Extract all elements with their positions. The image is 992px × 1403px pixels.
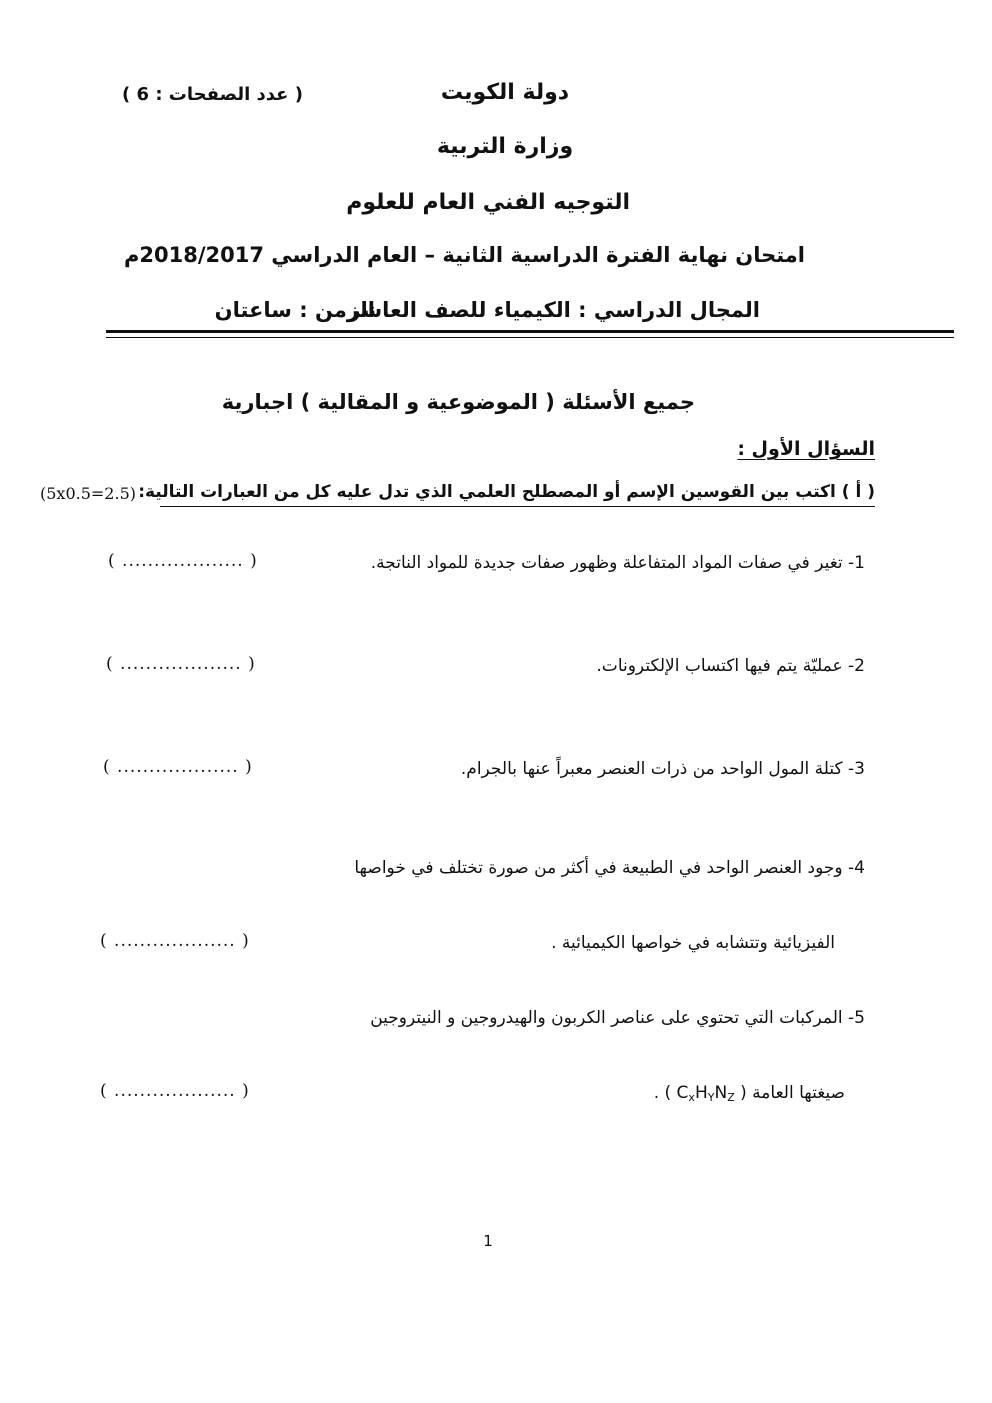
header-divider-thick — [106, 330, 954, 333]
formula-prefix: صيغتها العامة ( — [740, 1083, 845, 1103]
general-formula: $C_xH_YN_Z$ — [676, 1083, 735, 1104]
ministry-title: وزارة التربية — [436, 134, 574, 159]
question-item-4-line2: الفيزيائية وتتشابه في خواصها الكيميائية . — [551, 933, 835, 953]
answer-blank-5[interactable]: ( ................... ) — [100, 1081, 250, 1101]
subject-label: المجال الدراسي : الكيمياء للصف العاشر — [348, 298, 760, 322]
question-item-4-line1: 4- وجود العنصر الواحد في الطبيعة في أكثر من صورة تختلف في خواصها — [354, 858, 865, 878]
formula-suffix: ) . — [653, 1083, 672, 1103]
part-a-score: (5x0.5=2.5) — [40, 484, 136, 503]
answer-blank-3[interactable]: ( ................... ) — [103, 757, 253, 777]
department-title: التوجيه الفني العام للعلوم — [346, 190, 630, 215]
question-item-3: 3- كتلة المول الواحد من ذرات العنصر معبراً عنها بالجرام. — [460, 759, 865, 779]
exam-title: امتحان نهاية الفترة الدراسية الثانية – العام الدراسي 2018/2017م — [124, 243, 805, 267]
answer-blank-1[interactable]: ( ................... ) — [108, 551, 258, 571]
country-title: دولة الكويت — [440, 80, 570, 105]
question-item-2: 2- عمليّة يتم فيها اكتساب الإلكترونات. — [596, 656, 865, 676]
header-divider-thin — [106, 337, 954, 338]
question1-title: السؤال الأول : — [737, 438, 875, 460]
instructions: جميع الأسئلة ( الموضوعية و المقالية ) اجبارية — [221, 390, 695, 414]
page-number: 1 — [483, 1232, 493, 1250]
question-item-5-line1: 5- المركبات التي تحتوي على عناصر الكربون والهيدروجين و النيتروجين — [370, 1008, 865, 1028]
pages-count: ( عدد الصفحات : 6 ) — [122, 84, 303, 105]
question-item-5-line2 — [615, 1083, 845, 1104]
part-a-instruction: ( أ ) اكتب بين القوسين الإسم أو المصطلح العلمي الذي تدل عليه كل من العبارات التالية: — [160, 482, 875, 507]
question-item-1: 1- تغير في صفات المواد المتفاعلة وظهور صفات جديدة للمواد الناتجة. — [370, 553, 865, 573]
answer-blank-4[interactable]: ( ................... ) — [100, 931, 250, 951]
time-label: الزمن : ساعتان — [214, 298, 375, 322]
answer-blank-2[interactable]: ( ................... ) — [106, 654, 256, 674]
